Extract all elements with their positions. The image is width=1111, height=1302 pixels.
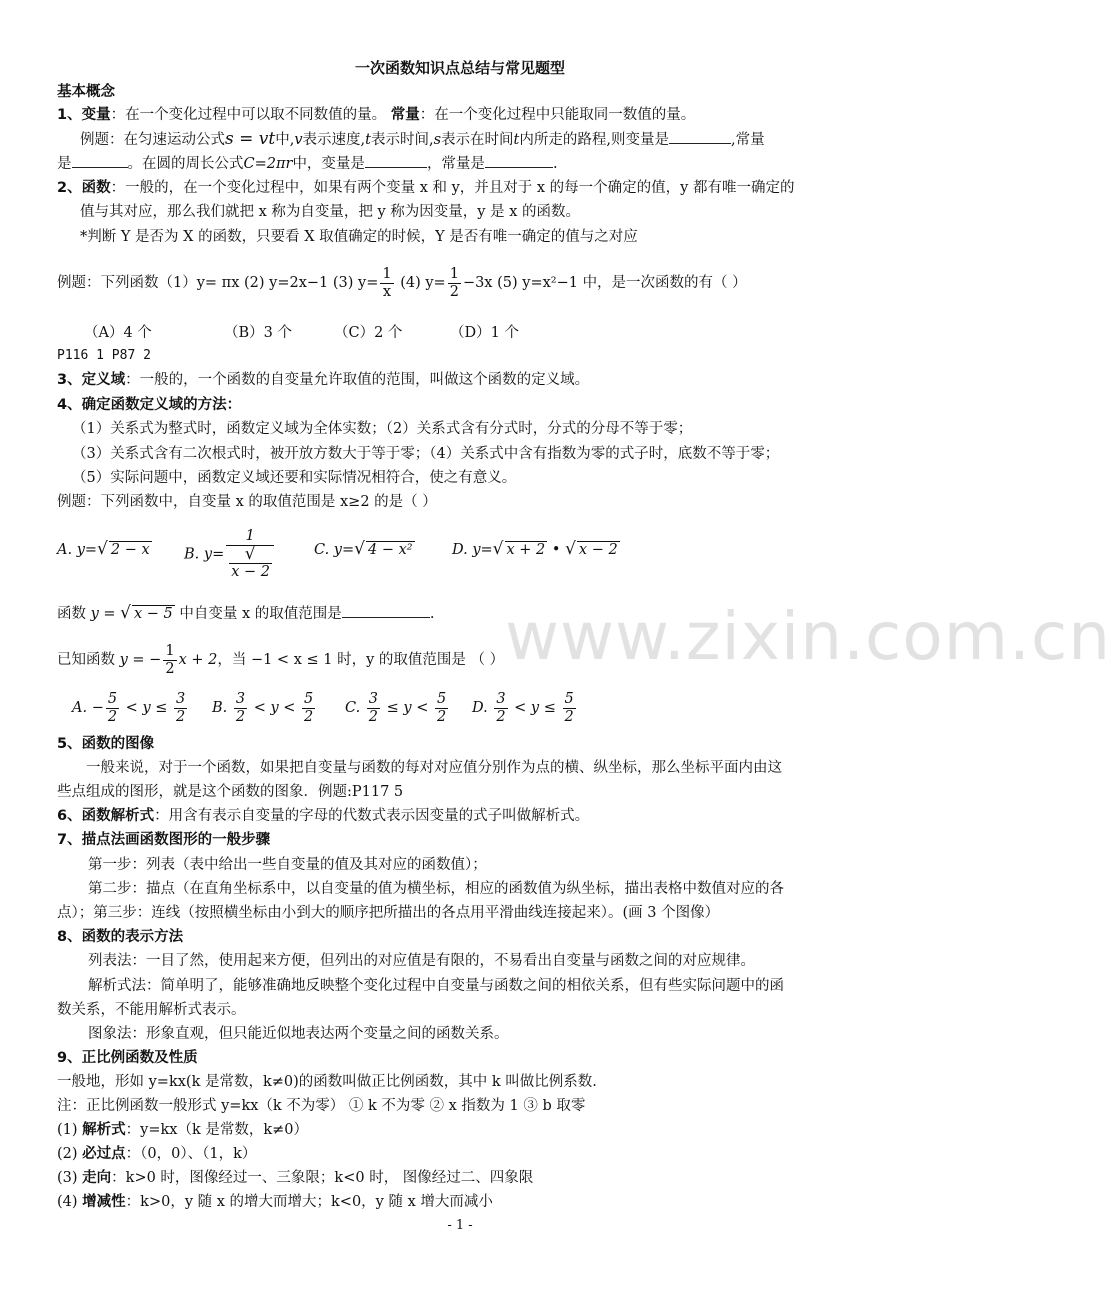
function-graph-line1: 一般来说，对于一个函数，如果把自变量与函数的每对对应值分别作为点的横、纵坐标，那么坐标平面内由这 <box>86 760 782 776</box>
page-reference: P116 1 P87 2 <box>57 348 151 363</box>
section-domain: 3、定义域：一般的，一个函数的自变量允许取值的范围，叫做这个函数的定义域。 <box>57 372 590 388</box>
section-variable: 1、变量：在一个变化过程中可以取不同数值的量。 常量：在一个变化过程中只能取同一数值的量。 <box>57 107 696 123</box>
answer-blank <box>365 153 427 168</box>
range-option-d: D. $\frac{3}{2}$ < y ≤ $\frac{5}{2}$ <box>472 690 574 725</box>
representation-graph: 图象法：形象直观，但只能近似地表达两个变量之间的函数关系。 <box>88 1026 509 1042</box>
function-example-option-c: （C）2 个 <box>334 325 403 341</box>
answer-blank <box>72 153 128 168</box>
function-example-option-b: （B）3 个 <box>224 325 292 341</box>
variable-example-line1: 例题：在匀速运动公式s = vt中,v表示速度,t表示时间,s表示在时间t内所走的路程,则变量是 ,常量 <box>80 129 765 149</box>
range-option-c: C. $\frac{3}{2}$ ≤ y < $\frac{5}{2}$ <box>345 690 447 725</box>
function-example: 例题：下列函数（1）y= πx (2) y=2x−1 (3) y= $\frac{1}{x}$ (4) y= $\frac{1}{2}$ −3x (5) y=x²−1 中，是一次函数的有（ ） <box>57 265 747 300</box>
range-option-b: B. $\frac{3}{2}$ < y < $\frac{5}{2}$ <box>212 690 314 725</box>
watermark: www.zixin.com.cn <box>505 598 1111 675</box>
section-representation: 8、函数的表示方法 <box>57 929 184 945</box>
range-question: 已知函数 y = − $\frac{1}{2}$ x + 2，当 −1 < x ≤ 1 时，y 的取值范围是 （ ） <box>57 642 505 677</box>
plotting-step-2: 第二步：描点（在直角坐标系中，以自变量的值为横坐标，相应的函数值为纵坐标，描出表格中数值对应的各 <box>88 881 784 897</box>
page-number: - 1 - <box>447 1218 473 1233</box>
proportional-property-2: (2) 必过点：（0，0）、（1，k） <box>57 1146 257 1162</box>
domain-question-2: 函数 y = √ x − 5 中自变量 x 的取值范围是 . <box>57 603 435 623</box>
proportional-property-1: (1) 解析式：y=kx（k 是常数，k≠0） <box>57 1122 309 1138</box>
section-basic-concepts: 基本概念 <box>57 84 115 100</box>
range-option-a: A. − $\frac{5}{2}$ < y ≤ $\frac{3}{2}$ <box>72 690 186 725</box>
section-plotting-steps: 7、描点法画函数图形的一般步骤 <box>57 832 271 848</box>
domain-option-d: D. y=√ x + 2 • √ x − 2 <box>452 539 618 559</box>
section-proportional-function: 9、正比例函数及性质 <box>57 1050 198 1066</box>
answer-blank <box>485 153 553 168</box>
domain-method-2: （3）关系式含有二次根式时，被开放方数大于等于零；（4）关系式中含有指数为零的式子时，底数不等于零； <box>72 446 780 462</box>
representation-formula-cont: 数关系，不能用解析式表示。 <box>57 1002 246 1018</box>
domain-method-3: （5）实际问题中，函数定义域还要和实际情况相符合，使之有意义。 <box>72 470 517 486</box>
plotting-step-3: 点）；第三步：连线（按照横坐标由小到大的顺序把所描出的各点用平滑曲线连接起来）。(画 3 个图像） <box>57 905 720 921</box>
proportional-property-4: (4) 增减性：k>0，y 随 x 的增大而增大；k<0，y 随 x 增大而减小 <box>57 1194 493 1210</box>
function-example-option-a: （A）4 个 <box>84 325 152 341</box>
section-analytic-expression: 6、函数解析式：用含有表示自变量的字母的代数式表示因变量的式子叫做解析式。 <box>57 808 590 824</box>
domain-option-c: C. y=√ 4 − x² <box>314 539 413 559</box>
function-judge-note: *判断 Y 是否为 X 的函数，只要看 X 取值确定的时候，Y 是否有唯一确定的值与之对应 <box>80 229 638 245</box>
plotting-step-1: 第一步：列表（表中给出一些自变量的值及其对应的函数值）； <box>88 857 487 873</box>
answer-blank <box>342 603 430 618</box>
section-domain-methods: 4、确定函数定义域的方法： <box>57 397 242 413</box>
function-definition-line2: 值与其对应，那么我们就把 x 称为自变量，把 y 称为因变量，y 是 x 的函数。 <box>80 204 580 220</box>
proportional-property-3: (3) 走向：k>0 时，图像经过一、三象限；k<0 时， 图像经过二、四象限 <box>57 1170 534 1186</box>
section-function-graph: 5、函数的图像 <box>57 736 155 752</box>
domain-example: 例题：下列函数中，自变量 x 的取值范围是 x≥2 的是（ ） <box>57 494 437 510</box>
domain-option-a: A. y=√ 2 − x <box>57 539 150 559</box>
representation-formula: 解析式法：简单明了，能够准确地反映整个变化过程中自变量与函数之间的相依关系，但有些实际问题中的函 <box>88 978 784 994</box>
page-title: 一次函数知识点总结与常见题型 <box>354 59 565 77</box>
answer-blank <box>669 129 731 144</box>
function-example-option-d: （D）1 个 <box>450 325 519 341</box>
function-graph-line2: 些点组成的图形，就是这个函数的图象．例题:P117 5 <box>57 784 404 800</box>
domain-method-1: （1）关系式为整式时，函数定义域为全体实数；（2）关系式含有分式时，分式的分母不等于零； <box>72 421 693 437</box>
section-function: 2、函数：一般的，在一个变化过程中，如果有两个变量 x 和 y，并且对于 x 的每一个确定的值，y 都有唯一确定的 <box>57 180 795 196</box>
representation-table: 列表法：一目了然，使用起来方便，但列出的对应值是有限的，不易看出自变量与函数之间的对应规律。 <box>88 953 755 969</box>
proportional-note: 注：正比例函数一般形式 y=kx（k 不为零） ① k 不为零 ② x 指数为 1 ③ b 取零 <box>57 1098 586 1114</box>
domain-option-b: B. y= 1 √ x − 2 <box>184 528 276 581</box>
variable-example-line2: 是 。在圆的周长公式C=2πr中，变量是 ，常量是 . <box>57 153 558 174</box>
proportional-definition: 一般地，形如 y=kx(k 是常数，k≠0)的函数叫做正比例函数，其中 k 叫做比例系数. <box>57 1074 597 1090</box>
